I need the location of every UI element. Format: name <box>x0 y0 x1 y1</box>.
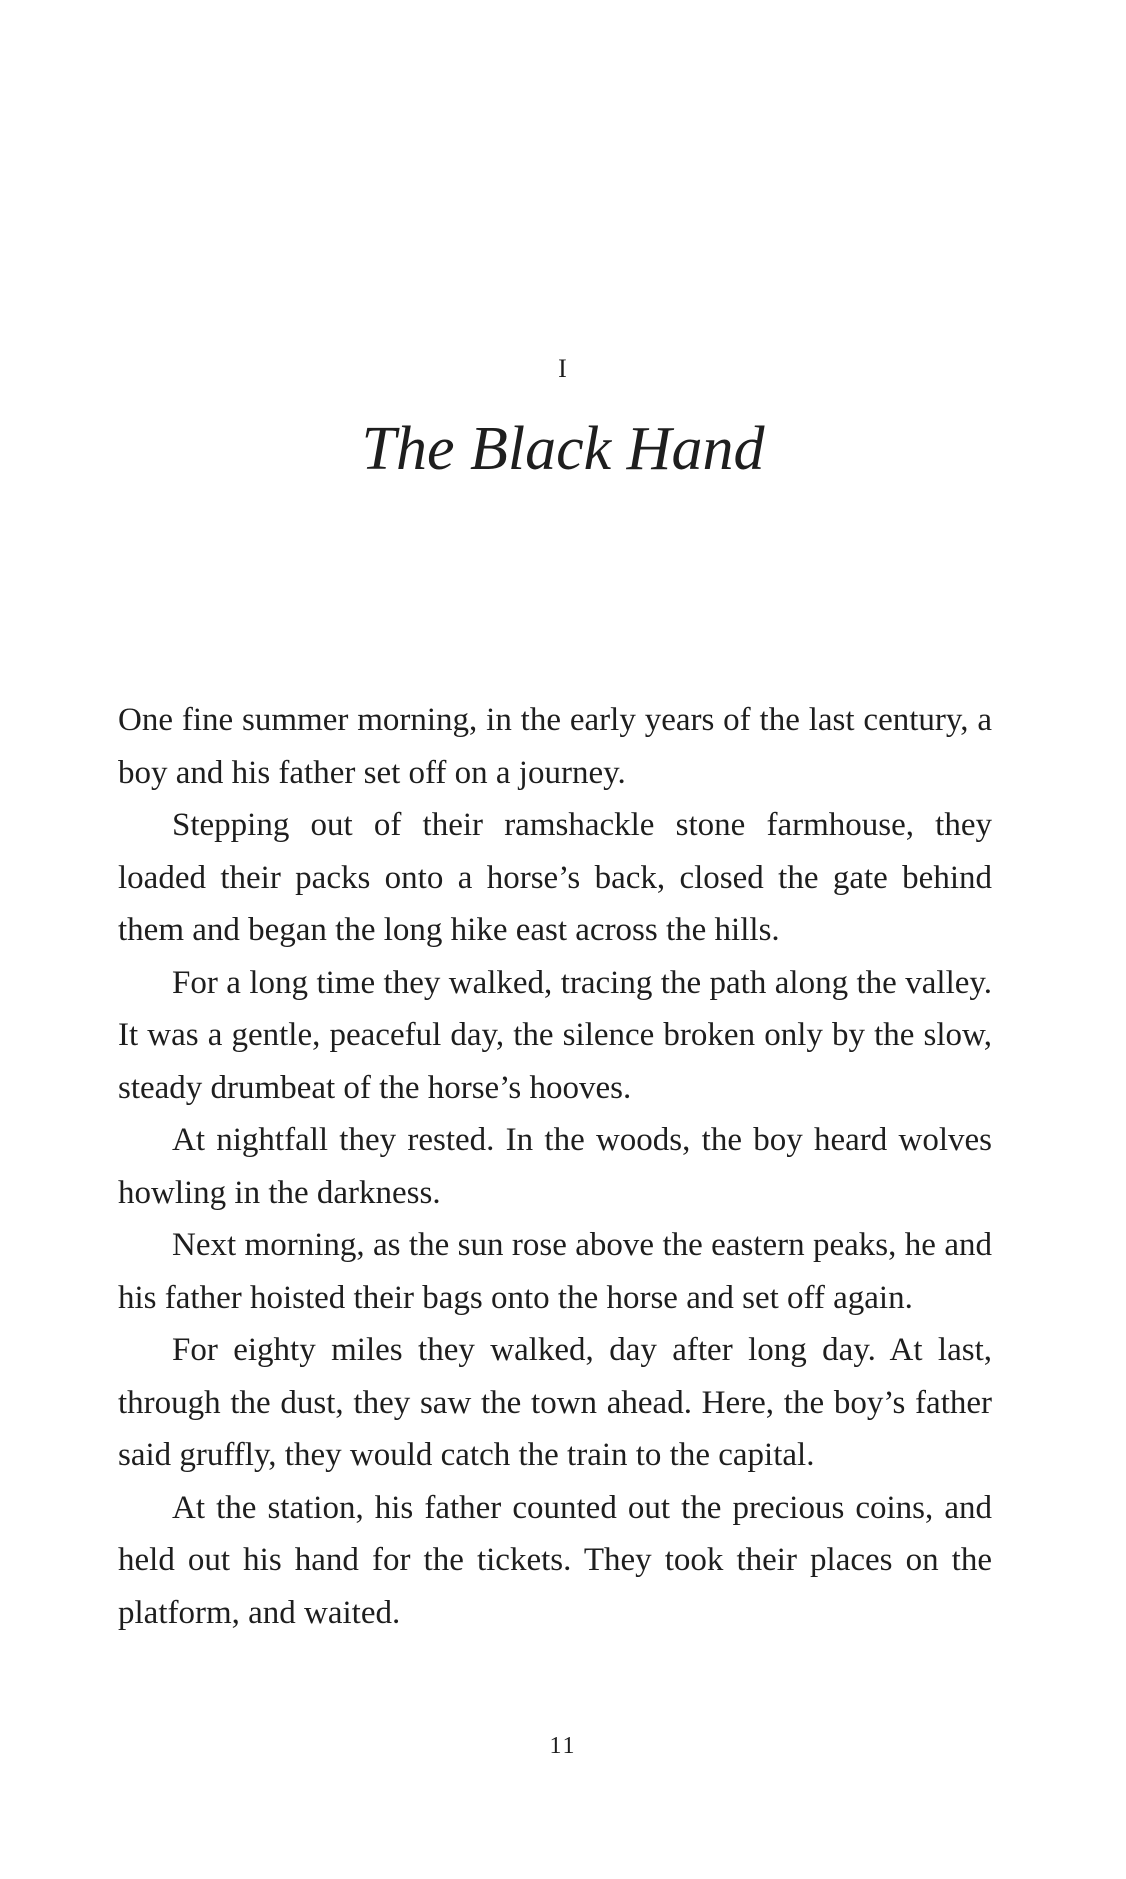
chapter-title: The Black Hand <box>361 415 765 483</box>
paragraph: For eighty miles they walked, day after long day. At last, through the dust, they saw the town ahead. Here, the boy’s father said gruffly, they would catch the train to the capital. <box>118 1332 992 1473</box>
paragraph: Next morning, as the sun rose above the eastern peaks, he and his father hoisted their bags onto the horse and set off again. <box>118 1227 992 1316</box>
paragraph: One fine summer morning, in the early years of the last century, a boy and his father set off on a journey. <box>118 702 992 791</box>
chapter-number: I <box>558 354 568 383</box>
paragraph: At nightfall they rested. In the woods, the boy heard wolves howling in the darkness. <box>118 1122 992 1211</box>
page-number: 11 <box>549 1733 577 1759</box>
paragraph: Stepping out of their ramshackle stone farmhouse, they loaded their packs onto a horse’s back, closed the gate behind them and began the long hike east across the hills. <box>118 807 992 948</box>
paragraph: For a long time they walked, tracing the path along the valley. It was a gentle, peaceful day, the silence broken only by the slow, steady drumbeat of the horse’s hooves. <box>118 964 992 1106</box>
paragraph: At the station, his father counted out the precious coins, and held out his hand for the tickets. They took their places on the platform, and waited. <box>118 1489 992 1631</box>
body-text <box>118 694 992 1639</box>
